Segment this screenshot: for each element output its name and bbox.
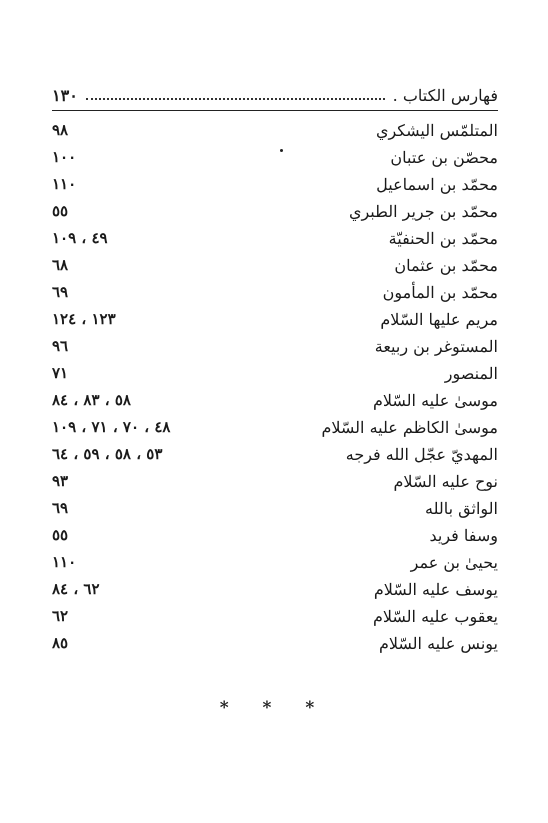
index-row: [52, 256, 498, 278]
entry-pages: ٩٦: [52, 337, 69, 355]
index-row: [52, 283, 498, 305]
index-row: [52, 445, 498, 467]
header-title: فهارس الكتاب .: [392, 85, 498, 105]
index-row: [52, 229, 498, 251]
index-row: [52, 607, 498, 629]
entry-pages: ١٠٠: [52, 148, 77, 166]
index-row: [52, 364, 498, 386]
entry-pages: ٦٨: [52, 256, 69, 274]
stray-dot: [280, 149, 283, 152]
entry-name: وسفا فريد: [429, 526, 498, 545]
entry-name: المتلمّس اليشكري: [375, 121, 498, 140]
entry-name: محمّد بن الحنفيّة: [388, 229, 498, 248]
entry-pages: ٦٢ ، ٨٤: [52, 580, 100, 598]
index-row: [52, 472, 498, 494]
entry-pages: ٦٩: [52, 499, 69, 517]
entry-pages: ٥٥: [52, 202, 69, 220]
entry-name: المهديّ عجّل الله فرجه: [345, 445, 498, 464]
index-row: [52, 499, 498, 521]
header-page-number: ١٣٠: [52, 85, 78, 105]
entry-pages: ٦٩: [52, 283, 69, 301]
index-row: [52, 580, 498, 602]
entry-pages: ١١٠: [52, 553, 77, 571]
entry-name: نوح عليه السّلام: [393, 472, 498, 491]
entry-name: يونس عليه السّلام: [378, 634, 498, 653]
entry-pages: ١٢٣ ، ١٢٤: [52, 310, 116, 328]
entry-pages: ٦٢: [52, 607, 69, 625]
entry-name: محمّد بن المأمون: [382, 283, 498, 302]
entry-pages: ٥٥: [52, 526, 69, 544]
index-row: [52, 175, 498, 197]
index-row: [52, 121, 498, 143]
entry-pages: ٥٨ ، ٨٣ ، ٨٤: [52, 391, 131, 409]
entry-name: الواثق بالله: [425, 499, 498, 518]
entry-pages: ٥٣ ، ٥٨ ، ٥٩ ، ٦٤: [52, 445, 163, 463]
footer-ornament: * * *: [219, 698, 329, 718]
entry-pages: ٩٨: [52, 121, 69, 139]
entry-name: محمّد بن اسماعيل: [376, 175, 498, 194]
entry-pages: ٩٣: [52, 472, 69, 490]
index-row: [52, 526, 498, 548]
index-row: [52, 553, 498, 575]
index-row: [52, 391, 498, 413]
entry-pages: ١١٠: [52, 175, 77, 193]
index-row: [52, 202, 498, 224]
entry-pages: ٧١: [52, 364, 69, 382]
entry-name: محمّد بن جرير الطبري: [348, 202, 498, 221]
index-row: [52, 310, 498, 332]
entry-name: المستوغر بن ربيعة: [374, 337, 498, 356]
entry-name: يوسف عليه السّلام: [373, 580, 498, 599]
entry-name: موسىٰ عليه السّلام: [372, 391, 498, 410]
entry-name: يعقوب عليه السّلام: [372, 607, 498, 626]
entry-name: محمّد بن عثمان: [394, 256, 498, 275]
entry-name: المنصور: [444, 364, 498, 383]
entry-pages: ٤٩ ، ١٠٩: [52, 229, 108, 247]
entry-pages: ٤٨ ، ٧٠ ، ٧١ ، ١٠٩: [52, 418, 171, 436]
entry-name: محصّن بن عتبان: [390, 148, 498, 167]
entry-name: موسىٰ الكاظم عليه السّلام: [321, 418, 498, 437]
entry-name: يحيىٰ بن عمر: [410, 553, 498, 572]
index-row: [52, 634, 498, 656]
index-row: [52, 418, 498, 440]
index-row: [52, 337, 498, 359]
entry-name: مريم عليها السّلام: [380, 310, 498, 329]
entry-pages: ٨٥: [52, 634, 69, 652]
index-row: [52, 148, 498, 170]
